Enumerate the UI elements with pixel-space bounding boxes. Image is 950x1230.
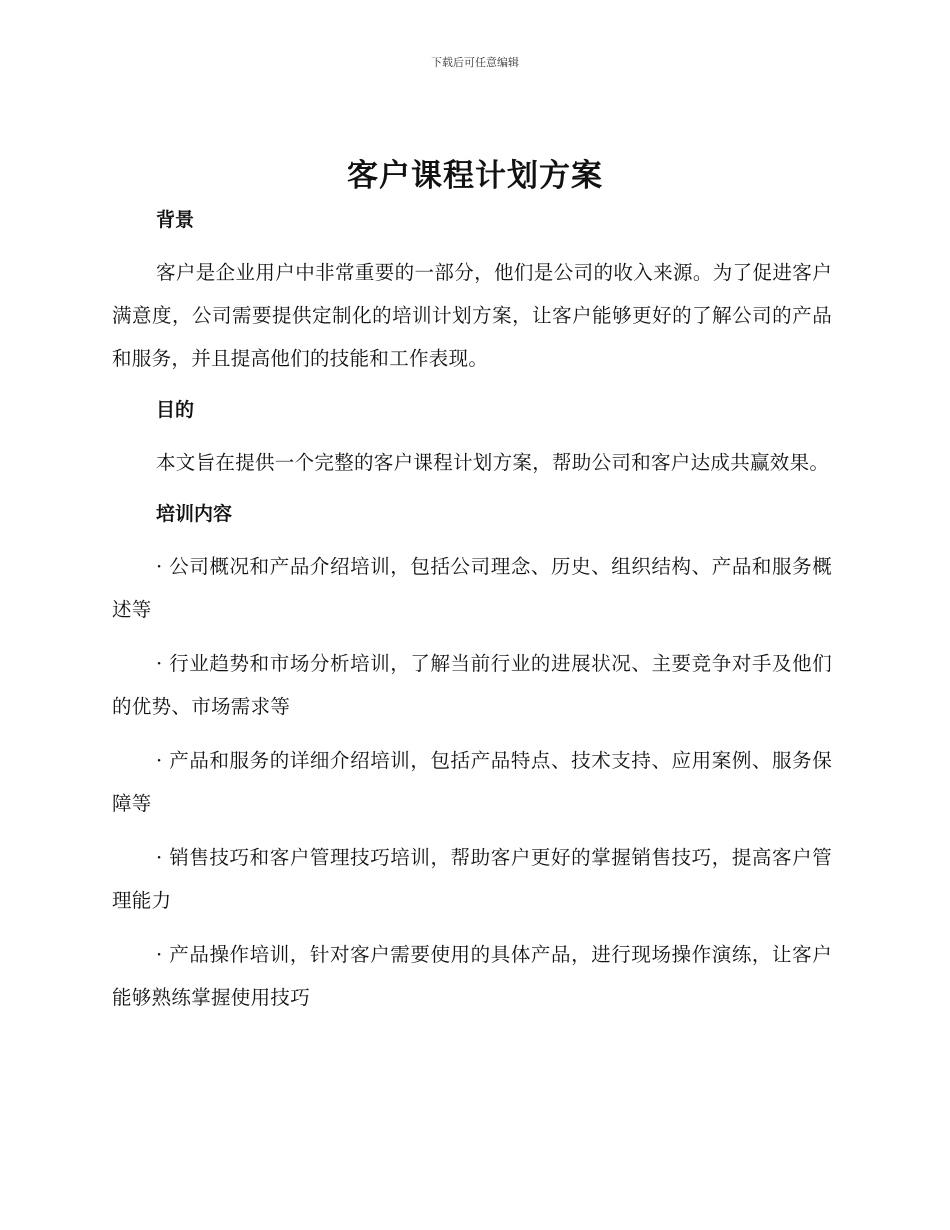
purpose-paragraph: 本文旨在提供一个完整的客户课程计划方案，帮助公司和客户达成共赢效果。 xyxy=(156,451,830,474)
section-heading-purpose: 目的 xyxy=(156,399,195,421)
background-paragraph: 客户是企业用户中非常重要的一部分，他们是公司的收入来源。为了促进客户满意度，公司需要提供定制化的培训计划方案，让客户能够更好的了解公司的产品和服务，并且提高他们的技能和工作表现。 xyxy=(112,261,832,370)
section-heading-background: 背景 xyxy=(156,209,195,231)
header-note: 下载后可任意编辑 xyxy=(431,56,519,69)
training-list-item: · 产品和服务的详细介绍培训，包括产品特点、技术支持、应用案例、服务保障等 xyxy=(112,749,832,815)
document-title: 客户课程计划方案 xyxy=(347,158,603,194)
training-list-item: · 销售技巧和客户管理技巧培训，帮助客户更好的掌握销售技巧，提高客户管理能力 xyxy=(112,846,832,912)
training-list-item: · 公司概况和产品介绍培训，包括公司理念、历史、组织结构、产品和服务概述等 xyxy=(112,555,832,621)
training-list-item: · 行业趋势和市场分析培训，了解当前行业的进展状况、主要竞争对手及他们的优势、市场需求等 xyxy=(112,652,832,718)
section-heading-training: 培训内容 xyxy=(156,503,233,525)
training-list-item: · 产品操作培训，针对客户需要使用的具体产品，进行现场操作演练，让客户能够熟练掌握使用技巧 xyxy=(112,943,832,1009)
document-body xyxy=(112,202,832,1030)
